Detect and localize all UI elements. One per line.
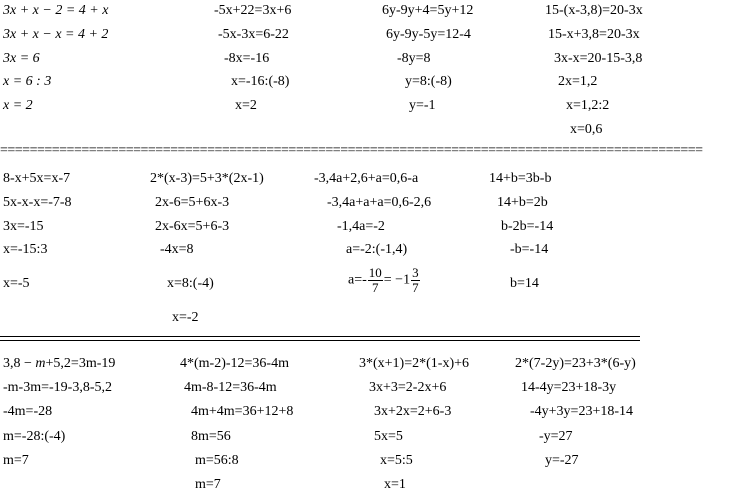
s1-c4-line-5: x=1,2:2 (566, 98, 610, 113)
s1-c2-line-2: -5x-3x=6-22 (218, 27, 289, 42)
s2-c2-line-2: 2x-6=5+6x-3 (155, 195, 230, 210)
s1-c1-line-4: x = 6 : 3 (3, 74, 52, 89)
s2-c1-line-3: 3x=-15 (3, 219, 44, 234)
s3-c2-line-6: m=7 (195, 477, 221, 492)
s2-c2-line-3: 2x-6x=5+6-3 (155, 219, 230, 234)
fraction-10-7: $\frac{10}{7}$ (368, 265, 382, 295)
s1-c2-line-1: -5x+22=3x+6 (214, 3, 292, 18)
s1-c4-line-2: 15-x+3,8=20-3x (548, 27, 640, 42)
s2-c4-line-3: b-2b=-14 (501, 219, 554, 234)
s3-c1-line-1: 3,8 − m+5,2=3m-19 (3, 356, 116, 371)
s1-c2-line-4: x=-16:(-8) (231, 74, 290, 89)
s1-c1-line-2: 3x + x − x = 4 + 2 (3, 27, 109, 42)
s1-c1-line-3: 3x = 6 (3, 51, 40, 66)
s1-c3-line-2: 6y-9y-5y=12-4 (386, 27, 471, 42)
s1-c1-line-1: 3x + x − 2 = 4 + x (3, 3, 109, 18)
s2-c4-line-4: -b=-14 (510, 242, 549, 257)
s2-c3-line-3: -1,4a=-2 (337, 219, 385, 234)
s2-c4-line-2: 14+b=2b (497, 195, 548, 210)
s2-c2-line-5: x=8:(-4) (167, 276, 214, 291)
s3-c3-line-2: 3x+3=2-2x+6 (369, 380, 447, 395)
s3-c3-line-3: 3x+2x=2+6-3 (374, 404, 452, 419)
s1-c4-line-3: 3x-x=20-15-3,8 (554, 51, 643, 66)
s2-c3-line-5: a=- $\frac{10}{7}$ = −1 $\frac{3}{7}$ (348, 265, 419, 295)
s3-c4-line-3: -4y+3y=23+18-14 (530, 404, 634, 419)
s2-c1-line-1: 8-x+5x=x-7 (3, 171, 71, 186)
double-divider (0, 336, 640, 341)
s1-c3-line-1: 6y-9y+4=5y+12 (382, 3, 474, 18)
s1-c2-line-3: -8x=-16 (224, 51, 270, 66)
s3-c3-line-1: 3*(x+1)=2*(1-x)+6 (359, 356, 469, 371)
s1-c3-line-4: y=8:(-8) (405, 74, 452, 89)
s3-c2-line-4: 8m=56 (191, 429, 231, 444)
s3-c2-line-1: 4*(m-2)-12=36-4m (180, 356, 289, 371)
s3-c2-line-2: 4m-8-12=36-4m (184, 380, 277, 395)
s3-c3-line-6: x=1 (384, 477, 406, 492)
s2-c4-line-1: 14+b=3b-b (489, 171, 552, 186)
s2-c2-line-4: -4x=8 (160, 242, 194, 257)
s1-c2-line-5: x=2 (235, 98, 257, 113)
s3-c4-line-2: 14-4y=23+18-3y (521, 380, 617, 395)
s1-c1-line-5: x = 2 (3, 98, 33, 113)
s3-c3-line-5: x=5:5 (380, 453, 413, 468)
s3-c4-line-5: y=-27 (545, 453, 579, 468)
s3-c2-line-3: 4m+4m=36+12+8 (191, 404, 294, 419)
s3-c1-line-4: m=-28:(-4) (3, 429, 66, 444)
s2-c1-line-5: x=-5 (3, 276, 30, 291)
s3-c4-line-4: -y=27 (539, 429, 573, 444)
fraction-3-7: $\frac{3}{7}$ (412, 265, 419, 295)
s2-c3-line-4: a=-2:(-1,4) (346, 242, 408, 257)
s1-c3-line-3: -8y=8 (397, 51, 431, 66)
s2-c3-line-1: -3,4a+2,6+a=0,6-a (314, 171, 419, 186)
s3-c2-line-5: m=56:8 (195, 453, 239, 468)
s2-c3-line-2: -3,4a+a+a=0,6-2,6 (327, 195, 432, 210)
s3-c1-line-5: m=7 (3, 453, 29, 468)
s3-c3-line-4: 5x=5 (374, 429, 403, 444)
s2-c1-line-2: 5x-x-x=-7-8 (3, 195, 72, 210)
s2-c2-line-6: x=-2 (172, 310, 199, 325)
s1-c3-line-5: y=-1 (409, 98, 436, 113)
s2-c1-line-4: x=-15:3 (3, 242, 48, 257)
s3-c1-line-3: -4m=-28 (3, 404, 53, 419)
s1-c4-line-4: 2x=1,2 (558, 74, 598, 89)
s3-c1-line-2: -m-3m=-19-3,8-5,2 (3, 380, 112, 395)
s2-c2-line-1: 2*(x-3)=5+3*(2x-1) (150, 171, 264, 186)
equals-separator: =============================================================================================== (0, 146, 703, 156)
s1-c4-line-6: x=0,6 (570, 122, 603, 137)
s3-c4-line-1: 2*(7-2y)=23+3*(6-y) (515, 356, 636, 371)
s1-c4-line-1: 15-(x-3,8)=20-3x (545, 3, 643, 18)
s2-c4-line-5: b=14 (510, 276, 539, 291)
